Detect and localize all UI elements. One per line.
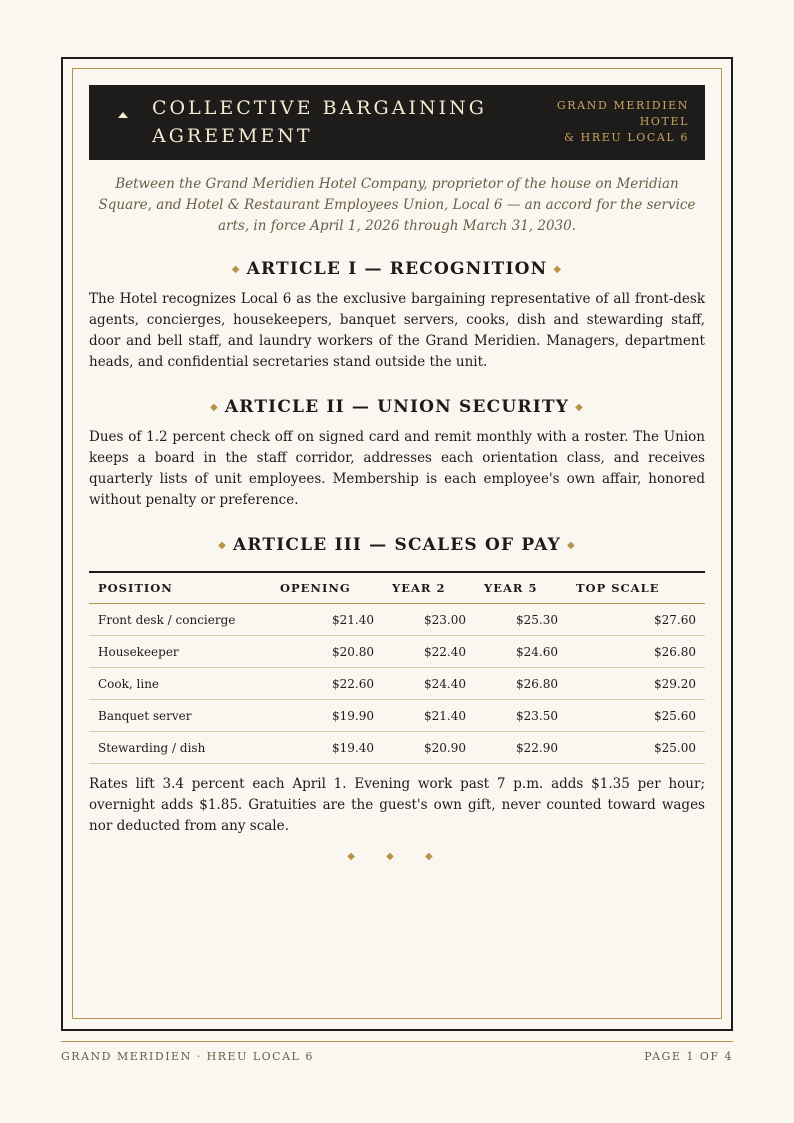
rate-cell: $20.80 bbox=[271, 636, 383, 668]
table-row bbox=[89, 732, 705, 764]
rate-cell: $19.90 bbox=[271, 700, 383, 732]
article-heading bbox=[89, 535, 705, 555]
column-header: TOP SCALE bbox=[567, 572, 705, 604]
triangle-ornament-icon bbox=[118, 112, 128, 118]
table-row bbox=[89, 668, 705, 700]
rate-cell: $21.40 bbox=[383, 700, 475, 732]
position-cell: Cook, line bbox=[89, 668, 271, 700]
rate-cell: $25.60 bbox=[567, 700, 705, 732]
article-heading bbox=[89, 259, 705, 279]
rate-cell: $25.30 bbox=[475, 604, 567, 636]
article-heading-text: ARTICLE I — RECOGNITION bbox=[246, 259, 548, 279]
diamond-icon: ◆ bbox=[218, 540, 227, 551]
diamond-icon: ◆ bbox=[210, 402, 219, 413]
article-heading bbox=[89, 397, 705, 417]
column-header: YEAR 2 bbox=[383, 572, 475, 604]
parties-line: GRAND MERIDIEN bbox=[556, 99, 689, 112]
article-heading-text: ARTICLE III — SCALES OF PAY bbox=[233, 535, 561, 555]
diamond-icon: ◆ bbox=[575, 402, 584, 413]
article-text: Rates lift 3.4 percent each April 1. Evening work past 7 p.m. adds $1.35 per hour; overnight adds $1.85. Gratuities are the guest's own gift, never counted toward wages nor deducted from any scale. bbox=[89, 776, 705, 834]
position-cell: Stewarding / dish bbox=[89, 732, 271, 764]
position-cell: Banquet server bbox=[89, 700, 271, 732]
rate-cell: $21.40 bbox=[271, 604, 383, 636]
rate-cell: $19.40 bbox=[271, 732, 383, 764]
document-title: COLLECTIVE BARGAINING AGREEMENT bbox=[152, 97, 487, 147]
table-row bbox=[89, 636, 705, 668]
position-cell: Housekeeper bbox=[89, 636, 271, 668]
footer-running-title: GRAND MERIDIEN · HREU LOCAL 6 bbox=[61, 1050, 314, 1063]
footer-rule bbox=[61, 1041, 733, 1042]
table-row bbox=[89, 700, 705, 732]
rate-cell: $26.80 bbox=[567, 636, 705, 668]
rate-cell: $23.50 bbox=[475, 700, 567, 732]
rate-cell: $26.80 bbox=[475, 668, 567, 700]
parties-line: HOTEL bbox=[639, 115, 689, 128]
diamond-icon: ◆ bbox=[567, 540, 576, 551]
column-header: OPENING bbox=[271, 572, 383, 604]
rate-cell: $24.60 bbox=[475, 636, 567, 668]
pay-scale-table bbox=[89, 571, 705, 764]
rate-cell: $24.40 bbox=[383, 668, 475, 700]
position-cell: Front desk / concierge bbox=[89, 604, 271, 636]
rate-cell: $29.20 bbox=[567, 668, 705, 700]
parties-line: & HREU LOCAL 6 bbox=[564, 131, 689, 144]
table-header-row bbox=[89, 572, 705, 604]
column-header: POSITION bbox=[89, 572, 271, 604]
document-body bbox=[89, 85, 705, 862]
article-text: The Hotel recognizes Local 6 as the exclusive bargaining representative of all front-desk agents, concierges, housekeepers, banquet servers, cooks, dish and stewarding staff, door and bell staff, and laundry workers of the Grand Meridien. Managers, department heads, and confidential secretaries stand outside the unit. bbox=[89, 291, 705, 370]
rate-cell: $20.90 bbox=[383, 732, 475, 764]
rate-cell: $25.00 bbox=[567, 732, 705, 764]
diamond-flourish-icon: ◆ ◆ ◆ bbox=[347, 851, 447, 862]
rate-cell: $22.90 bbox=[475, 732, 567, 764]
diamond-icon: ◆ bbox=[231, 264, 241, 275]
title-band bbox=[89, 85, 705, 160]
article-text: Dues of 1.2 percent check off on signed card and remit monthly with a roster. The Union keeps a board in the staff corridor, addresses each orientation class, and receives quarterly lists of unit employees. Membership is each employee's own affair, honored without penalty or preference. bbox=[89, 429, 705, 508]
diamond-icon: ◆ bbox=[553, 264, 563, 275]
rate-cell: $22.40 bbox=[383, 636, 475, 668]
rate-cell: $27.60 bbox=[567, 604, 705, 636]
page-number: PAGE 1 OF 4 bbox=[644, 1050, 733, 1063]
column-header: YEAR 5 bbox=[475, 572, 567, 604]
article-heading-text: ARTICLE II — UNION SECURITY bbox=[224, 397, 570, 417]
rate-cell: $22.60 bbox=[271, 668, 383, 700]
parties-block bbox=[519, 98, 689, 146]
rate-cell: $23.00 bbox=[383, 604, 475, 636]
preamble: Between the Grand Meridien Hotel Company, proprietor of the house on Meridian Square, and Hotel & Restaurant Employees Union, Local 6 — an accord for the service arts, in force April 1, 2026 through March 31, 2030. bbox=[98, 176, 696, 234]
table-row bbox=[89, 604, 705, 636]
